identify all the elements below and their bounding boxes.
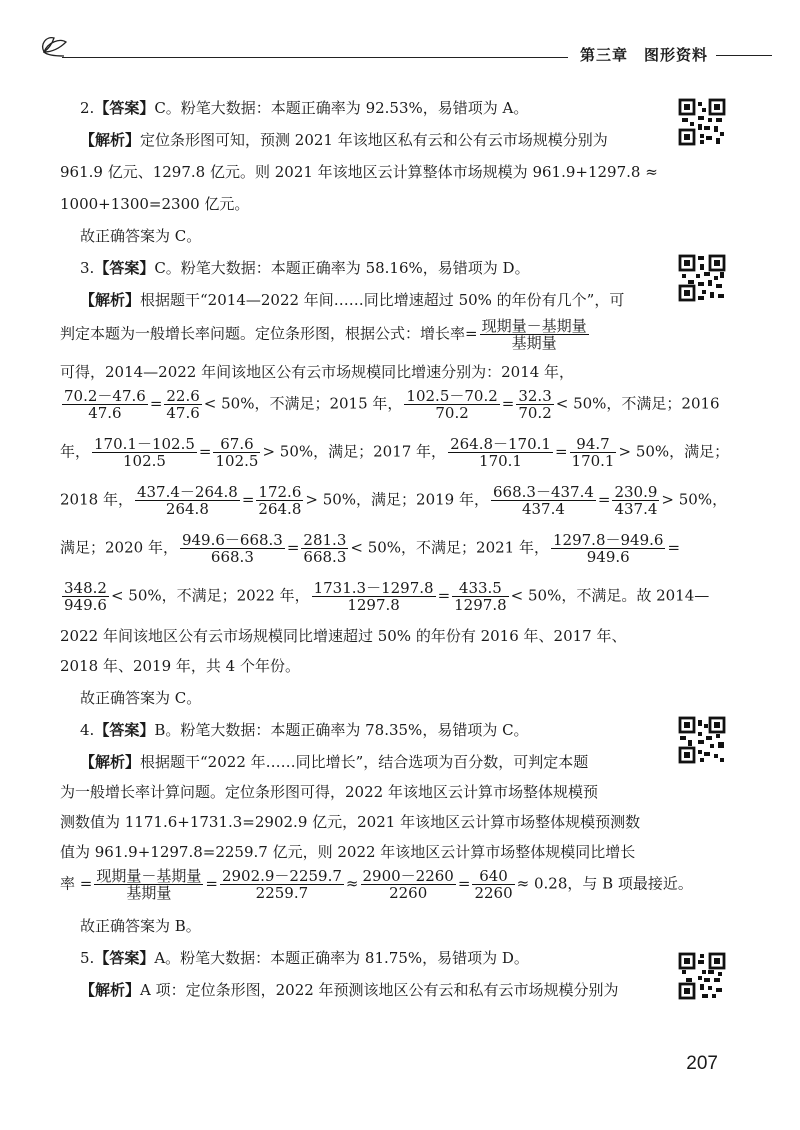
fraction-denominator: 668.3 <box>210 548 254 566</box>
fraction-numerator: 230.9 <box>614 483 658 501</box>
text-segment: < 50%，不满足；2022 年， <box>110 586 310 605</box>
fraction-numerator: 70.2－47.6 <box>64 387 146 405</box>
fraction-numerator: 433.5 <box>452 580 509 597</box>
fraction-denominator: 949.6 <box>64 596 107 614</box>
text-segment: > 50%，满足； <box>618 442 730 461</box>
fraction-denominator: 102.5 <box>215 452 259 470</box>
fraction-numerator: 2902.9－2259.7 <box>221 867 342 885</box>
fraction-numerator: 668.3－437.4 <box>493 483 594 501</box>
text-segment: 年， <box>60 442 91 461</box>
fraction-denominator: 170.1 <box>571 452 615 470</box>
fraction <box>570 436 617 469</box>
fraction-denominator: 1297.8 <box>347 596 400 614</box>
q4-conclusion: 故正确答案为 B。 <box>80 917 201 935</box>
section-marker: 【解析】 <box>80 131 141 149</box>
fraction-numerator: 281.3 <box>303 531 347 549</box>
section-marker: 【答案】 <box>94 99 155 117</box>
equals-sign: = <box>437 586 451 605</box>
fraction <box>135 484 240 517</box>
chapter-title <box>568 44 772 65</box>
q3-answer-line: 3.【答案】C。粉笔大数据：本题正确率为 58.16%，易错项为 D。 <box>80 259 530 277</box>
equals-sign: = <box>667 538 681 557</box>
fraction <box>472 868 514 901</box>
fraction <box>551 532 665 565</box>
fraction-numerator: 172.6 <box>258 483 302 501</box>
fraction <box>164 388 201 421</box>
qr-code-icon[interactable] <box>678 952 726 1000</box>
text-segment: < 50%，不满足。故 2014— <box>510 586 710 605</box>
leaf-logo-icon <box>38 32 72 58</box>
text-segment: 满足；2020 年， <box>60 538 178 557</box>
fraction <box>491 484 596 517</box>
equals-sign: = <box>457 874 471 893</box>
equals-sign: = <box>501 394 515 413</box>
fraction-denominator: 基期量 <box>126 884 172 902</box>
equals-sign: = <box>597 490 611 509</box>
equals-sign: = <box>149 394 163 413</box>
fraction <box>180 532 285 565</box>
equals-sign: = <box>241 490 255 509</box>
equals-sign: = <box>554 442 568 461</box>
fraction <box>220 868 344 901</box>
q3-formula-line-2016 <box>60 435 730 470</box>
q3-conclusion: 故正确答案为 C。 <box>80 689 202 707</box>
q2-analysis-line: 961.9 亿元、1297.8 亿元。则 2021 年该地区云计算整体市场规模为 961.9+1297.8 ≈ <box>60 163 658 181</box>
fraction-denominator: 基期量 <box>511 334 557 352</box>
section-marker: 【解析】 <box>80 291 141 309</box>
text-segment: > 50%，满足；2017 年， <box>262 442 447 461</box>
fraction <box>92 436 197 469</box>
fraction-denominator: 264.8 <box>258 500 302 518</box>
text-segment: 判定本题为一般增长率问题。定位条形图，根据公式：增长率= <box>60 324 478 343</box>
q3-analysis-line <box>60 318 650 351</box>
fraction-numerator: 2900－2260 <box>362 867 454 885</box>
fraction-denominator: 170.1 <box>479 452 522 470</box>
text-segment: < 50%，不满足；2015 年， <box>203 394 403 413</box>
q4-formula-line <box>60 867 693 902</box>
q3-analysis-line: 可得，2014—2022 年间该地区公有云市场规模同比增速分别为：2014 年， <box>60 363 575 381</box>
fraction-numerator: 67.6 <box>213 436 260 453</box>
fraction-denominator: 437.4 <box>521 500 565 518</box>
page-number: 207 <box>686 1053 718 1074</box>
fraction <box>301 532 348 565</box>
fraction <box>448 436 553 469</box>
fraction <box>361 868 456 901</box>
q4-answer-line: 4.【答案】B。粉笔大数据：本题正确率为 78.35%，易错项为 C。 <box>80 721 529 739</box>
fraction-numerator: 348.2 <box>64 579 107 597</box>
section-marker: 【答案】 <box>94 259 155 277</box>
section-marker: 【解析】 <box>80 753 141 771</box>
fraction-denominator: 264.8 <box>165 500 209 518</box>
fraction-denominator: 2259.7 <box>255 884 309 902</box>
fraction-numerator: 22.6 <box>166 387 200 405</box>
fraction-denominator: 2260 <box>474 884 513 902</box>
growth-rate-formula <box>480 318 589 351</box>
fraction <box>213 436 260 469</box>
equals-sign: = <box>205 874 218 893</box>
q5-answer-line: 5.【答案】A。粉笔大数据：本题正确率为 81.75%，易错项为 D。 <box>80 949 529 967</box>
text-segment: > 50%， <box>661 490 728 509</box>
q2-analysis-line: 1000+1300=2300 亿元。 <box>60 195 250 213</box>
equals-sign: = <box>286 538 300 557</box>
qr-code-icon[interactable] <box>678 254 726 302</box>
section-marker: 【答案】 <box>94 721 155 739</box>
fraction-denominator: 949.6 <box>586 548 630 566</box>
fraction <box>516 388 553 421</box>
fraction <box>62 388 148 421</box>
fraction-denominator: 70.2 <box>518 404 552 422</box>
fraction-numerator: 现期量－基期量 <box>96 867 202 885</box>
fraction-denominator: 1297.8 <box>454 596 507 614</box>
fraction-numerator: 32.3 <box>518 387 552 405</box>
fraction-numerator: 94.7 <box>570 436 617 453</box>
q3-formula-line-2020 <box>60 531 681 566</box>
text-segment: 2018 年， <box>60 490 133 509</box>
q3-formula-line-2018 <box>60 483 728 518</box>
text-segment: > 50%，满足；2019 年， <box>305 490 489 509</box>
fraction-numerator: 1731.3－1297.8 <box>313 579 434 597</box>
text-segment: < 50%，不满足；2021 年， <box>350 538 549 557</box>
text-segment: < 50%，不满足；2016 <box>555 394 720 413</box>
fraction-denominator: 47.6 <box>166 404 200 422</box>
q4-analysis-line: 为一般增长率计算问题。定位条形图可得，2022 年该地区云计算市场整体规模预 <box>60 783 598 801</box>
q2-conclusion: 故正确答案为 C。 <box>80 227 202 245</box>
fraction-denominator: 437.4 <box>614 500 658 518</box>
equals-sign: = <box>198 442 212 461</box>
fraction <box>404 388 499 421</box>
fraction <box>452 580 509 613</box>
q5-analysis-line: 【解析】A 项：定位条形图，2022 年预测该地区公有云和私有云市场规模分别为 <box>80 981 619 999</box>
q3-analysis-line: 2018 年、2019 年，共 4 个年份。 <box>60 657 300 675</box>
fraction-numerator: 264.8－170.1 <box>450 435 551 453</box>
fraction <box>62 580 109 613</box>
fraction <box>94 868 203 901</box>
fraction-numerator: 640 <box>472 868 514 885</box>
fraction <box>256 484 303 517</box>
q3-formula-line-2021 <box>60 579 710 614</box>
section-marker: 【答案】 <box>94 949 155 967</box>
fraction-numerator: 102.5－70.2 <box>406 387 498 405</box>
q3-formula-line-2014 <box>60 387 720 422</box>
fraction-denominator: 47.6 <box>88 404 122 422</box>
section-marker: 【解析】 <box>80 981 141 999</box>
fraction-denominator: 70.2 <box>435 404 469 422</box>
q4-analysis-line: 值为 961.9+1297.8=2259.7 亿元，则 2022 年该地区云计算市场整体规模同比增长 <box>60 843 636 861</box>
q3-analysis-line: 2022 年间该地区公有云市场规模同比增速超过 50% 的年份有 2016 年、2017 年、 <box>60 627 627 645</box>
qr-code-icon[interactable] <box>678 716 726 764</box>
text-segment: ≈ 0.28，与 B 项最接近。 <box>516 874 693 893</box>
fraction <box>312 580 436 613</box>
fraction <box>612 484 659 517</box>
approx-sign: ≈ <box>345 874 359 893</box>
fraction-numerator: 949.6－668.3 <box>181 531 283 549</box>
fraction-denominator: 2260 <box>389 884 428 902</box>
text-segment: 率 = <box>60 874 93 893</box>
q2-answer-line: 2.【答案】C。粉笔大数据：本题正确率为 92.53%，易错项为 A。 <box>80 99 529 117</box>
fraction-numerator: 现期量－基期量 <box>481 317 587 335</box>
q4-analysis-line: 测数值为 1171.6+1731.3=2902.9 亿元，2021 年该地区云计算市场整体规模预测数 <box>60 813 641 831</box>
fraction-denominator: 102.5 <box>122 452 166 470</box>
chapter-title-text: 第三章 图形资料 <box>579 46 708 64</box>
fraction-numerator: 170.1－102.5 <box>94 435 195 453</box>
qr-code-icon[interactable] <box>678 98 726 146</box>
q4-analysis-line: 【解析】根据题干“2022 年……同比增长”，结合选项为百分数，可判定本题 <box>80 753 589 771</box>
fraction-denominator: 668.3 <box>303 548 347 566</box>
q3-analysis-line: 【解析】根据题干“2014—2022 年间……同比增速超过 50% 的年份有几个”，可 <box>80 291 625 309</box>
q2-analysis-line: 【解析】定位条形图可知，预测 2021 年该地区私有云和公有云市场规模分别为 <box>80 131 608 149</box>
fraction-numerator: 1297.8－949.6 <box>553 531 664 549</box>
fraction-numerator: 437.4－264.8 <box>136 483 238 501</box>
